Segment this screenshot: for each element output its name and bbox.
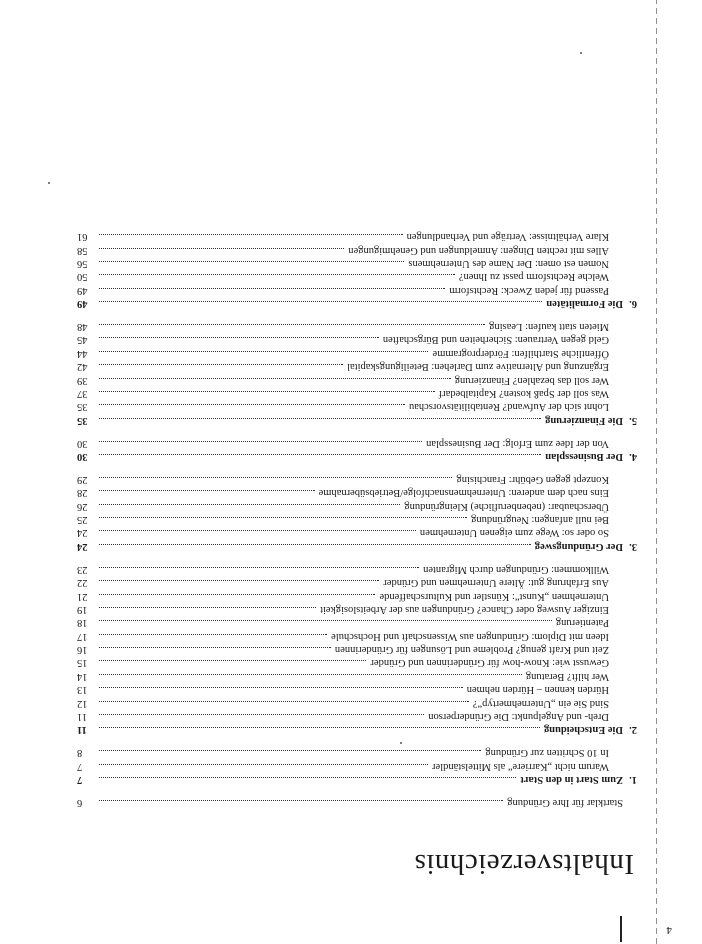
toc-leader-dots: [99, 504, 400, 505]
toc-entry-title: Wer soll das bezahlen? Finanzierung: [454, 374, 609, 386]
page-number: 4: [666, 924, 672, 936]
toc-chapter-row: [77, 723, 637, 736]
toc-entry-title: Der Businessplan: [545, 451, 623, 463]
toc-entry-row: [77, 387, 637, 400]
scan-speck: [580, 52, 582, 54]
toc-spacer: [77, 463, 637, 473]
toc-page-number: 35: [77, 401, 88, 413]
toc-page-number: 42: [77, 361, 88, 373]
toc-entry-title: Mieten statt kaufen: Leasing: [489, 321, 609, 332]
toc-spacer: [77, 310, 637, 320]
toc-page-number: 19: [77, 603, 88, 615]
toc-chapter-number: 6.: [629, 298, 637, 310]
toc-entry-row: [77, 589, 637, 602]
toc-leader-dots: [99, 404, 405, 405]
toc-spacer: [77, 553, 637, 563]
toc-entry-row: [77, 513, 637, 526]
toc-leader-dots: [99, 750, 481, 751]
toc-chapter-number: 1.: [629, 774, 637, 786]
toc-page-number: 16: [77, 644, 88, 656]
toc-chapter-number: 3.: [629, 540, 637, 552]
toc-entry-title: Startklar für Ihre Gründung: [507, 797, 623, 808]
table-of-contents: [77, 230, 637, 809]
toc-entry-title: Geld gegen Vertrauen: Sicherheiten und Bürgschaften: [382, 334, 609, 346]
toc-leader-dots: [99, 764, 428, 765]
toc-entry-title: Öffentliche Starthilfen: Förderprogramme: [432, 347, 609, 359]
toc-entry-title: Sind Sie ein „Unternehmertyp“?: [472, 697, 609, 709]
toc-page-number: 18: [77, 617, 88, 629]
toc-page-number: 24: [77, 540, 88, 552]
toc-entry-title: Ergänzung und Alternative zum Darlehen: Beteiligungskapital: [347, 361, 609, 373]
toc-chapter-number: 2.: [629, 724, 637, 736]
toc-entry-title: Welche Rechtsform passt zu Ihnen?: [458, 271, 609, 283]
toc-entry-row: [77, 629, 637, 642]
header-rule: [621, 916, 623, 942]
toc-page-number: 37: [77, 387, 88, 399]
toc-entry-title: Die Formalitäten: [546, 298, 623, 310]
toc-entry-row: [77, 643, 637, 656]
scan-speck: [400, 742, 402, 744]
toc-leader-dots: [99, 701, 469, 702]
toc-entry-title: Alles mit rechten Dingen: Anmeldungen und Genehmigungen: [348, 244, 609, 256]
toc-page-number: 7: [77, 760, 83, 772]
toc-chapter-row: [77, 450, 637, 463]
toc-entry-row: [77, 270, 637, 283]
toc-page-number: 15: [77, 657, 88, 669]
toc-leader-dots: [99, 378, 451, 379]
toc-entry-row: [77, 576, 637, 589]
toc-page-number: 26: [77, 500, 88, 512]
toc-entry-title: In 10 Schritten zur Gründung: [485, 747, 609, 759]
toc-entry-row: [77, 257, 637, 270]
toc-leader-dots: [99, 800, 503, 801]
toc-page-number: 11: [77, 711, 88, 723]
toc-page-number: 56: [77, 257, 88, 269]
toc-page-number: 44: [77, 347, 88, 359]
toc-page-number: 30: [77, 451, 88, 463]
toc-page-number: 29: [77, 473, 88, 485]
toc-page-number: 35: [77, 414, 88, 426]
toc-leader-dots: [99, 674, 522, 675]
toc-chapter-row: [77, 297, 637, 310]
toc-leader-dots: [99, 477, 452, 478]
toc-entry-title: Zum Start in den Start: [520, 774, 623, 786]
toc-spacer: [77, 786, 637, 796]
toc-leader-dots: [99, 660, 366, 661]
toc-entry-title: So oder so: Wege zum eigenen Unternehmen: [419, 527, 609, 539]
toc-entry-title: Aus Erfahrung gut: Ältere Unternehmen und Gründer: [383, 577, 609, 589]
toc-leader-dots: [99, 261, 404, 262]
toc-chapter-row: [77, 413, 637, 426]
toc-leader-dots: [99, 248, 344, 249]
toc-entry-title: Nomen est omen: Der Name des Unternehmens: [408, 257, 609, 269]
toc-entry-title: Lohnt sich der Aufwand? Rentabilitätsvorschau: [408, 401, 609, 413]
toc-leader-dots: [99, 234, 403, 235]
toc-entry-title: Die Entscheidung: [543, 724, 623, 736]
toc-entry-row: [77, 400, 637, 413]
toc-entry-row: [77, 243, 637, 256]
scan-speck: [48, 182, 50, 184]
toc-page-number: 28: [77, 487, 88, 499]
toc-page-number: 23: [77, 563, 88, 575]
toc-chapter-row: [77, 773, 637, 786]
toc-entry-row: [77, 360, 637, 373]
toc-leader-dots: [99, 714, 424, 715]
toc-page-number: 11: [77, 724, 87, 736]
toc-leader-dots: [99, 594, 375, 595]
toc-entry-row: [77, 796, 637, 809]
toc-entry-title: Die Finanzierung: [545, 414, 623, 426]
toc-page-number: 50: [77, 271, 88, 283]
toc-page-number: 6: [77, 797, 83, 808]
toc-page-number: 17: [77, 630, 88, 642]
toc-entry-title: Zeit und Kraft genug? Probleme und Lösungen für Gründerinnen: [334, 644, 609, 656]
toc-leader-dots: [99, 274, 455, 275]
toc-entry-title: Passend für jeden Zweck: Rechtsform: [449, 284, 609, 296]
toc-entry-row: [77, 710, 637, 723]
toc-entry-row: [77, 683, 637, 696]
toc-entry-row: [77, 759, 637, 772]
toc-entry-row: [77, 526, 637, 539]
toc-leader-dots: [99, 301, 542, 302]
toc-entry-title: Hürden kennen – Hürden nehmen: [466, 684, 609, 696]
toc-page-number: 45: [77, 334, 88, 346]
toc-entry-title: Warum nicht „Karriere“ als Mittelständler: [432, 760, 609, 772]
toc-entry-row: [77, 616, 637, 629]
toc-leader-dots: [99, 567, 419, 568]
toc-chapter-number: 4.: [629, 451, 637, 463]
toc-entry-title: Überschaubar: (nebenberufliche) Kleingründung: [404, 500, 609, 512]
toc-entry-title: Eins nach dem anderen: Unternehmensnachfolge/Betriebsübernahme: [318, 487, 609, 499]
toc-entry-title: Bei null anfangen: Neugründung: [471, 514, 609, 526]
toc-leader-dots: [99, 288, 445, 289]
toc-entry-row: [77, 373, 637, 386]
toc-entry-row: [77, 669, 637, 682]
toc-entry-title: Patentierung: [555, 617, 609, 629]
toc-page-number: 14: [77, 670, 88, 682]
toc-entry-row: [77, 436, 637, 449]
toc-entry-title: Wer hilft? Beratung: [525, 670, 609, 682]
toc-leader-dots: [99, 777, 516, 778]
toc-chapter-row: [77, 539, 637, 552]
toc-page-number: 24: [77, 527, 88, 539]
toc-page-number: 49: [77, 298, 88, 310]
toc-page-number: 22: [77, 577, 88, 589]
toc-leader-dots: [99, 490, 315, 491]
toc-entry-title: Was soll der Spaß kosten? Kapitalbedarf: [438, 387, 609, 399]
toc-leader-dots: [99, 337, 379, 338]
toc-leader-dots: [99, 418, 541, 419]
toc-entry-title: Gewusst wie: Know-how für Gründerinnen und Gründer: [370, 657, 609, 669]
toc-entry-title: Unternehmen „Kunst“: Künstler und Kulturschaffende: [379, 590, 609, 602]
toc-chapter-number: 5.: [629, 414, 637, 426]
toc-leader-dots: [99, 687, 463, 688]
toc-leader-dots: [99, 727, 540, 728]
toc-entry-title: Konzept gegen Gebühr: Franchising: [456, 473, 609, 485]
toc-page-number: 30: [77, 437, 88, 449]
toc-entry-title: Einziger Ausweg oder Chance? Gründungen aus der Arbeitslosigkeit: [320, 603, 609, 615]
toc-page-number: 21: [77, 590, 88, 602]
toc-entry-title: Der Gründungsweg: [534, 540, 623, 552]
toc-entry-row: [77, 473, 637, 486]
toc-page-number: 39: [77, 374, 88, 386]
toc-entry-title: Dreh- und Angelpunkt: Die Gründerperson: [428, 711, 609, 723]
toc-page-number: 25: [77, 514, 88, 526]
toc-page-number: 61: [77, 231, 88, 243]
toc-leader-dots: [99, 647, 331, 648]
toc-page-number: 12: [77, 697, 88, 709]
toc-leader-dots: [99, 530, 416, 531]
toc-entry-title: Willkommen: Gründungen durch Migranten: [423, 563, 609, 575]
toc-entry-title: Ideen mit Diplom: Gründungen aus Wissenschaft und Hochschule: [331, 630, 609, 642]
toc-leader-dots: [99, 580, 379, 581]
toc-page-number: 13: [77, 684, 88, 696]
toc-entry-row: [77, 696, 637, 709]
page-title: Inhaltsverzeichnis: [414, 848, 634, 880]
toc-entry-row: [77, 283, 637, 296]
toc-entry-row: [77, 746, 637, 759]
toc-entry-title: Von der Idee zum Erfolg: Der Businessplan: [426, 437, 609, 449]
toc-entry-row: [77, 499, 637, 512]
toc-entry-row: [77, 562, 637, 575]
toc-page-number: 58: [77, 244, 88, 256]
page-edge-line: [656, 0, 657, 944]
toc-leader-dots: [99, 454, 541, 455]
toc-page-number: 8: [77, 747, 83, 759]
toc-spacer: [77, 736, 637, 746]
toc-leader-dots: [99, 634, 327, 635]
toc-entry-row: [77, 346, 637, 359]
toc-leader-dots: [99, 620, 552, 621]
toc-leader-dots: [99, 324, 485, 325]
toc-leader-dots: [99, 544, 531, 545]
toc-leader-dots: [99, 517, 467, 518]
toc-entry-row: [77, 333, 637, 346]
toc-page-number: 7: [77, 774, 83, 786]
toc-entry-row: [77, 230, 637, 243]
toc-leader-dots: [99, 364, 343, 365]
toc-entry-row: [77, 320, 637, 333]
toc-page-number: 48: [77, 321, 88, 332]
toc-leader-dots: [99, 607, 316, 608]
toc-page-number: 49: [77, 284, 88, 296]
toc-entry-row: [77, 656, 637, 669]
toc-leader-dots: [99, 391, 435, 392]
toc-leader-dots: [99, 441, 422, 442]
toc-entry-title: Klare Verhältnisse: Verträge und Verhandlungen: [406, 231, 609, 243]
toc-leader-dots: [99, 351, 428, 352]
toc-entry-row: [77, 603, 637, 616]
toc-entry-row: [77, 486, 637, 499]
toc-spacer: [77, 427, 637, 437]
